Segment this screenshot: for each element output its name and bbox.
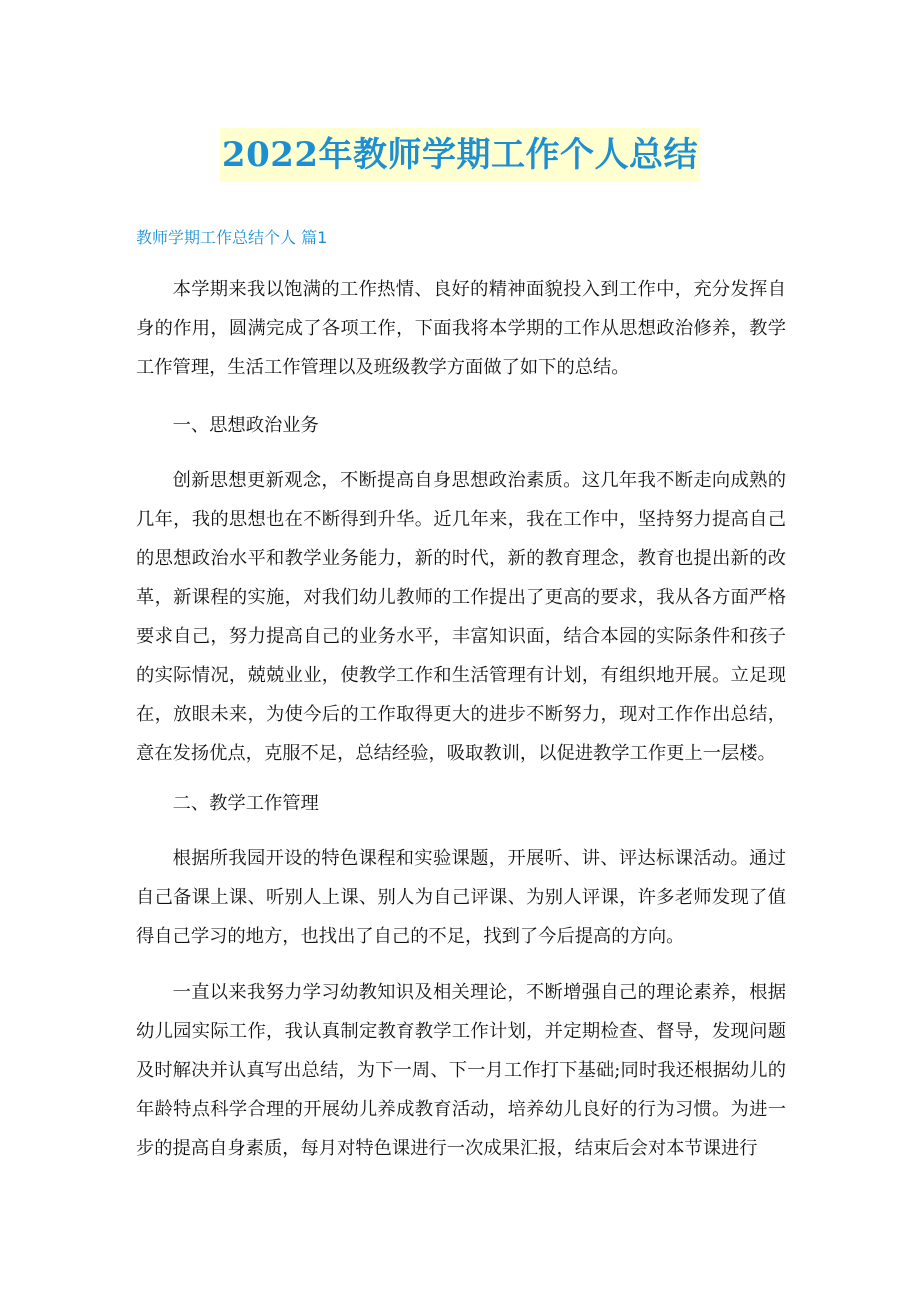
paragraph-intro: 本学期来我以饱满的工作热情、良好的精神面貌投入到工作中，充分发挥自身的作用，圆满完成了各项工作，下面我将本学期的工作从思想政治修养，教学工作管理，生活工作管理以及班级教学方面做了如下的总结。	[136, 279, 786, 378]
heading-teaching-management: 二、教学工作管理	[172, 793, 319, 814]
heading-political-ideology: 一、思想政治业务	[172, 415, 319, 436]
paragraph-political-ideology: 创新思想更新观念，不断提高自身思想政治素质。这几年我不断走向成熟的几年，我的思想也在不断得到升华。近几年来，我在工作中，坚持努力提高自己的思想政治水平和教学业务能力，新的时代，新的教育理念，教育也提出新的改革，新课程的实施，对我们幼儿教师的工作提出了更高的要求，我从各方面严格要求自己，努力提高自己的业务水平，丰富知识面，结合本园的实际条件和孩子的实际情况，兢兢业业，使教学工作和生活管理有计划，有组织地开展。立足现在，放眼未来，为使今后的工作取得更大的进步不断努力，现对工作作出总结，意在发扬优点，克服不足，总结经验，吸取教训，以促进教学工作更上一层楼。	[136, 470, 786, 764]
section-subtitle: 教师学期工作总结个人 篇1	[136, 228, 328, 247]
paragraph-teaching-activities: 根据所我园开设的特色课程和实验课题，开展听、讲、评达标课活动。通过自己备课上课、听别人上课、别人为自己评课、为别人评课，许多老师发现了值得自己学习的地方，也找出了自己的不足，找到了今后提高的方向。	[136, 848, 786, 947]
title-wrapper	[0, 128, 920, 182]
document-title: 2022年教师学期工作个人总结	[220, 128, 700, 182]
paragraph-professional-study: 一直以来我努力学习幼教知识及相关理论，不断增强自己的理论素养，根据幼儿园实际工作，我认真制定教育教学工作计划，并定期检查、督导，发现问题及时解决并认真写出总结，为下一周、下一月工作打下基础;同时我还根据幼儿的年龄特点科学合理的开展幼儿养成教育活动，培养幼儿良好的行为习惯。为进一步的提高自身素质，每月对特色课进行一次成果汇报，结束后会对本节课进行	[136, 982, 786, 1159]
